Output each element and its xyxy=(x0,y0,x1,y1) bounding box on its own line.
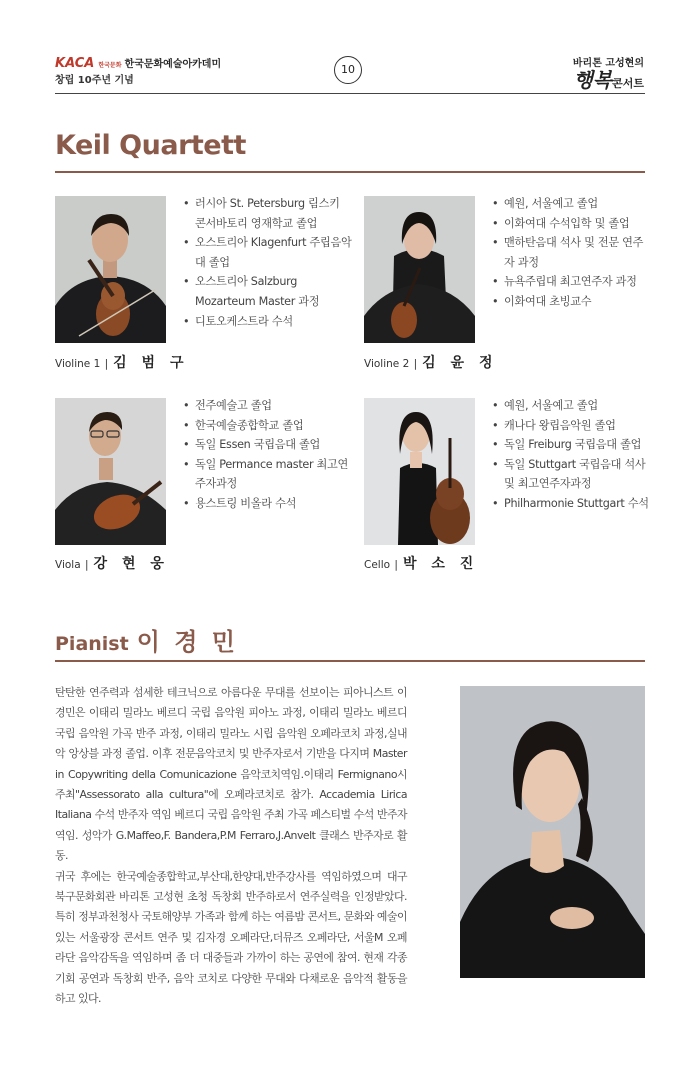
section-title-pianist xyxy=(55,622,238,657)
list-item: • 독일 Stuttgart 국립음대 석사 및 최고연주자과정 xyxy=(492,455,652,494)
anniversary-subtitle: 창립 10주년 기념 xyxy=(55,75,134,86)
list-item: • 뉴욕주립대 최고연주자 과정 xyxy=(492,272,652,292)
list-item: • 독일 Essen 국립음대 졸업 xyxy=(183,435,353,455)
violin2-name: 김 윤 정 xyxy=(422,355,498,371)
viola-caption: Viola | 강 현 웅 xyxy=(55,556,169,572)
list-item: • 전주예술고 졸업 xyxy=(183,396,353,416)
cello-role: Cello xyxy=(364,559,391,571)
violin2-role: Violine 2 xyxy=(364,358,410,370)
violin2-photo xyxy=(364,196,475,343)
list-item: • 오스트리아 Salzburg Mozarteum Master 과정 xyxy=(183,272,353,311)
viola-photo xyxy=(55,398,166,545)
list-item: • Philharmonie Stuttgart 수석 xyxy=(492,494,652,514)
list-item: • 캐나다 왕립음악원 졸업 xyxy=(492,416,652,436)
list-item: • 한국예술종합학교 졸업 xyxy=(183,416,353,436)
academy-name: 한국문화예술아카데미 xyxy=(124,59,222,70)
viola-name: 강 현 웅 xyxy=(93,556,169,572)
pianist-bio xyxy=(55,683,407,1010)
header-divider xyxy=(55,93,645,94)
list-item: • 용스트링 비올라 수석 xyxy=(183,494,353,514)
list-item: • 독일 Freiburg 국립음대 졸업 xyxy=(492,435,652,455)
violin1-photo xyxy=(55,196,166,343)
violin1-caption: Violine 1 | 김 범 구 xyxy=(55,355,189,371)
bio-paragraph: 탄탄한 연주력과 섬세한 테크닉으로 아름다운 무대를 선보이는 피아니스트 이경민은 이태리 밀라노 베르디 국립 음악원 피아노 과정, 이태리 밀라노 베르디국립 음악원 가곡 반주 과정, 이태리 밀라노 시립 음악원 오페라코치 과정,실내악 앙상블 과정 졸업. 이후 전문음악코치 및 반주자로서 기반을 다지며 Master in Copywriting della Comunicazione 음악코치역임.이태리 Fermignano시 주최"Assessorato alla cultura"에 오페라코치로 참가. Accademia Lirica Italiana 수석 반주자 역임 베르디 국립 음악원 주최 가곡 페스티벌 수석 반주자 역임. 성악가 G.Maffeo,F. Bandera,P.M Ferraro,J.Anvelt 클래스 반주자로 활동. xyxy=(55,686,407,863)
viola-bio-list xyxy=(183,396,353,514)
list-item: • 맨하탄음대 석사 및 전문 연주자 과정 xyxy=(492,233,652,272)
list-item: • 예원, 서울예고 졸업 xyxy=(492,194,652,214)
list-item: • 이화여대 수석입학 및 졸업 xyxy=(492,214,652,234)
violin1-bio-list xyxy=(183,194,353,331)
violin2-bio-list xyxy=(492,194,652,312)
pianist-photo xyxy=(460,686,645,978)
pianist-divider xyxy=(55,660,645,662)
pianist-name: 이 경 민 xyxy=(136,628,238,656)
list-item: • 오스트리아 Klagenfurt 주립음악대 졸업 xyxy=(183,233,353,272)
logo-tiny-text: 한국문화 xyxy=(98,62,122,69)
list-item: • 러시아 St. Petersburg 림스키 콘서바토리 영재학교 졸업 xyxy=(183,194,353,233)
cello-photo xyxy=(364,398,475,545)
section-title-quartet: Keil Quartett xyxy=(55,130,246,161)
concert-word: 콘서트 xyxy=(612,77,644,90)
cello-name: 박 소 진 xyxy=(402,556,479,572)
violin1-name: 김 범 구 xyxy=(113,355,189,371)
academy-logo xyxy=(55,55,221,71)
violin2-caption: Violine 2 | 김 윤 정 xyxy=(364,355,498,371)
list-item: • 디토오케스트라 수석 xyxy=(183,312,353,332)
cello-bio-list xyxy=(492,396,652,514)
concert-title-bottom xyxy=(573,64,644,93)
list-item: • 독일 Permance master 최고연주자과정 xyxy=(183,455,353,494)
kaca-logo-mark: KACA xyxy=(55,56,95,71)
quartet-divider xyxy=(55,171,645,173)
viola-role: Viola xyxy=(55,559,81,571)
pianist-label: Pianist xyxy=(55,633,129,655)
concert-script-word: 행복 xyxy=(573,68,613,92)
page-number: 10 xyxy=(334,56,362,84)
cello-caption: Cello | 박 소 진 xyxy=(364,556,479,572)
violin1-role: Violine 1 xyxy=(55,358,101,370)
concert-title-top: 바리톤 고성현의 xyxy=(572,58,644,69)
list-item: • 이화여대 초빙교수 xyxy=(492,292,652,312)
bio-paragraph: 귀국 후에는 한국예술종합학교,부산대,한양대,반주강사를 역임하였으며 대구 북구문화회관 바리톤 고성현 초청 독창회 반주하로서 연주실력을 인정받았다. 특히 정부과천청사 국토해양부 가족과 함께 하는 여름밤 콘서트, 문화와 예술이 있는 서울광장 콘서트 연주 및 김자경 오페라단,더뮤즈 오페라단, 서울M 오페라단 음악감독을 역임하며 좀 더 대중들과 가까이 하는 공연에 참여. 현재 각종 기회 공연과 독창회 반주, 음악 코치로 다양한 무대와 다채로운 음악적 활동을 하고 있다. xyxy=(55,869,407,1006)
list-item: • 예원, 서울예고 졸업 xyxy=(492,396,652,416)
